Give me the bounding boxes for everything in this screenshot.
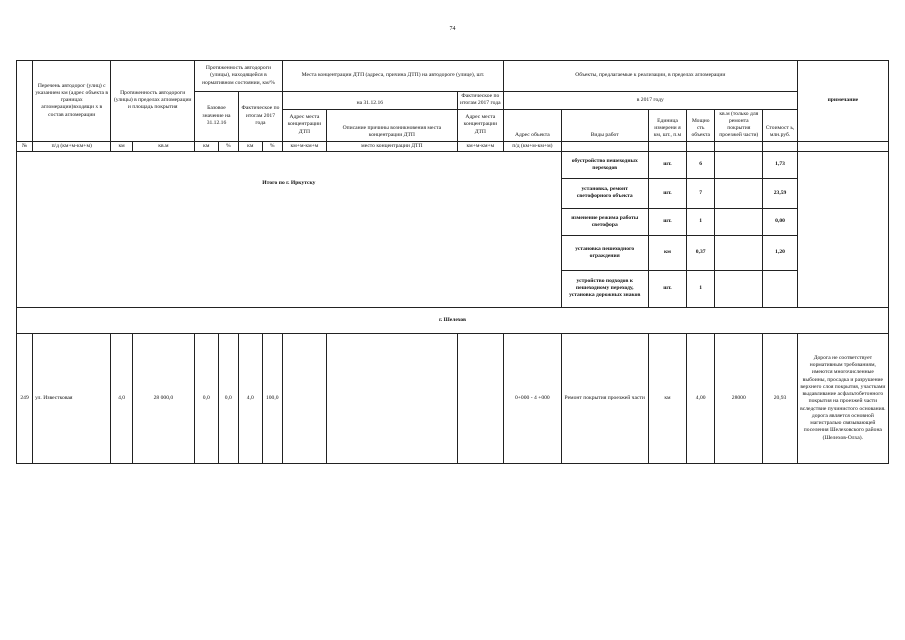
row-object-address: 0+000 - 4 +000	[503, 333, 561, 463]
irkutsk-note	[797, 151, 888, 307]
irkutsk-sqm	[715, 235, 763, 270]
unit-base-km: км	[195, 141, 219, 151]
irkutsk-capacity: 7	[687, 178, 715, 208]
hdr-road-list: Перечень автодорог (улиц) с указанием км (адрес объекта в границах агломерации)входящи х в состав агломерации	[33, 61, 111, 142]
page-number: 74	[449, 26, 456, 32]
irkutsk-cost	[763, 270, 797, 307]
row-capacity: 4,00	[687, 333, 715, 463]
irkutsk-capacity: 1	[687, 270, 715, 307]
row-dtp-address-2	[457, 333, 503, 463]
row-dtp-address	[282, 333, 326, 463]
hdr-dtp-address-2: Адрес места концентрации ДТП	[457, 109, 503, 141]
row-length: 4,0	[111, 333, 132, 463]
irkutsk-capacity: 1	[687, 208, 715, 235]
irkutsk-total-label: Итого по г. Иркутску	[17, 151, 562, 307]
unit-unit	[648, 141, 687, 151]
row-area: 28 000,0	[132, 333, 194, 463]
unit-area: кв.м	[132, 141, 194, 151]
hdr-as-of: на 31.12.16	[282, 92, 457, 110]
hdr-dtp-group: Места концентрации ДТП (адреса, причина ДТП) на автодороге (улице), шт.	[282, 61, 503, 92]
unit-dtp-address: км+м-км+м	[282, 141, 326, 151]
unit-dtp-description: место концентрации ДТП	[326, 141, 457, 151]
irkutsk-sqm	[715, 151, 763, 178]
hdr-work-type: Виды работ	[561, 109, 648, 141]
irkutsk-cost: 0,00	[763, 208, 797, 235]
row-road-name: ул. Известковая	[33, 333, 111, 463]
hdr-actual-value: Фактическое по итогам 2017 года	[238, 92, 282, 142]
row-cost: 20,93	[763, 333, 797, 463]
irkutsk-cost: 1,20	[763, 235, 797, 270]
row-base-km: 0,0	[195, 333, 219, 463]
hdr-dtp-description: Описание причины возникновения места концентрации ДТП	[326, 109, 457, 141]
hdr-objects-group: Объекты, предлагаемые к реализации, в пределах агломерации	[503, 61, 797, 92]
hdr-year-2017: в 2017 году	[503, 92, 797, 110]
irkutsk-unit: шт.	[648, 178, 687, 208]
irkutsk-cost: 23,59	[763, 178, 797, 208]
irkutsk-unit: шт.	[648, 270, 687, 307]
unit-capacity	[687, 141, 715, 151]
hdr-normative-group: Протяженность автодороги (улицы), находящейся в нормативном состоянии, км/%	[195, 61, 283, 92]
road-objects-table	[16, 60, 889, 464]
irkutsk-work: изменение режима работы светофора	[561, 208, 648, 235]
unit-base-pct: %	[218, 141, 238, 151]
hdr-note: примечание	[797, 61, 888, 142]
hdr-sqm-repair: кв.м (только для ремонта покрытия проезжей части)	[715, 109, 763, 141]
unit-actual-pct: %	[262, 141, 282, 151]
hdr-dtp-address: Адрес места концентрации ДТП	[282, 109, 326, 141]
unit-road: п/д (км+м-км+м)	[33, 141, 111, 151]
irkutsk-work: устройство подходов к пешеходному переходу, установка дорожных знаков	[561, 270, 648, 307]
irkutsk-capacity: 0,37	[687, 235, 715, 270]
shelekhov-section-label: г. Шелехов	[17, 307, 889, 333]
hdr-actual-2017: Фактическое по итогам 2017 года	[457, 92, 503, 110]
unit-sqm	[715, 141, 763, 151]
hdr-road-length: Протяженность автодороги (улицы) в пределах агломерации и площадь покрытия	[111, 61, 195, 142]
hdr-base-value: Базовое значение на 31.12.16	[195, 92, 239, 142]
row-num: 249	[17, 333, 33, 463]
row-actual-km: 4,0	[238, 333, 262, 463]
irkutsk-work: обустройство пешеходных переходов	[561, 151, 648, 178]
unit-note	[797, 141, 888, 151]
irkutsk-unit: шт.	[648, 208, 687, 235]
irkutsk-sqm	[715, 178, 763, 208]
row-note: Дорога не соответствует нормативным требованиям, имеются многочисленные выбоины, просадка и разрушение верхнего слоя покрытия, участками выдавливание асфальтобетонного покрытия на проезжей части вследствие пучинистого основания. дорога является основной магистралью связывающей поселения Шелеховского района (Шелехов-Олха).	[797, 333, 888, 463]
unit-actual-km: км	[238, 141, 262, 151]
unit-length: км	[111, 141, 132, 151]
row-work-type: Ремонт покрытия проезжей части	[561, 333, 648, 463]
hdr-capacity: Мощно сть объекта	[687, 109, 715, 141]
row-base-pct: 0,0	[218, 333, 238, 463]
irkutsk-unit: шт.	[648, 151, 687, 178]
irkutsk-capacity: 6	[687, 151, 715, 178]
irkutsk-cost: 1,73	[763, 151, 797, 178]
irkutsk-sqm	[715, 270, 763, 307]
irkutsk-work: установка, ремонт светофорного объекта	[561, 178, 648, 208]
hdr-num-cell	[17, 61, 33, 142]
hdr-unit: Единица измерени я км, шт., п.м	[648, 109, 687, 141]
unit-num: №	[17, 141, 33, 151]
row-actual-pct: 100,0	[262, 333, 282, 463]
irkutsk-sqm	[715, 208, 763, 235]
unit-cost	[763, 141, 797, 151]
unit-dtp-address-2: км+м-км+м	[457, 141, 503, 151]
row-sqm: 28000	[715, 333, 763, 463]
hdr-object-address: Адрес объекта	[503, 109, 561, 141]
unit-work-type	[561, 141, 648, 151]
hdr-cost: Стоимост ь, млн.руб.	[763, 109, 797, 141]
row-dtp-description	[326, 333, 457, 463]
irkutsk-unit: км	[648, 235, 687, 270]
row-unit: км	[648, 333, 687, 463]
unit-object-address: п/д (км+м-км+м)	[503, 141, 561, 151]
irkutsk-work: установка пешеходного ограждения	[561, 235, 648, 270]
